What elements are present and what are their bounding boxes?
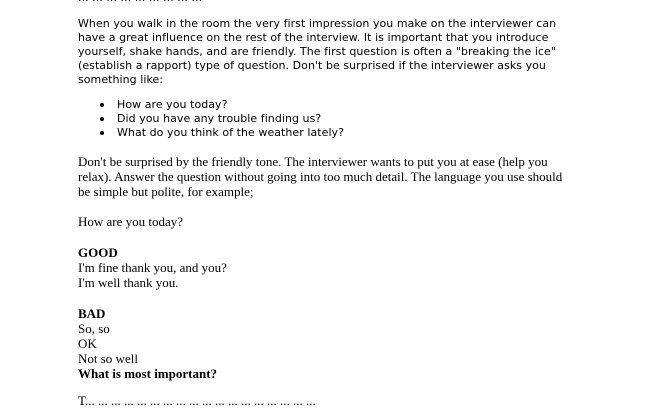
tone-paragraph	[78, 154, 562, 199]
cut-off-top-text	[78, 0, 202, 4]
good-section	[78, 245, 227, 290]
intro-line: have a great influence on the rest of the interview. It is important that you introduce	[78, 31, 549, 44]
cut-off-bottom-line	[78, 393, 316, 408]
list-item	[100, 126, 344, 140]
cut-off-bottom-text: T... ... ... ... ... ... ... ... ... ... ... ... ... ... ... ... ... ...	[78, 393, 316, 408]
list-item	[100, 98, 344, 112]
paragraph-line: relax). Answer the question without going into too much detail. The language you use should	[78, 169, 563, 184]
intro-paragraph	[78, 17, 588, 87]
example-question	[78, 214, 183, 229]
intro-line: When you walk in the room the very first impression you make on the interviewer can	[78, 17, 557, 30]
bullet-icon	[100, 103, 104, 107]
bullet-icon	[100, 131, 104, 135]
good-heading: GOOD	[78, 245, 118, 260]
example-question-text: How are you today?	[78, 214, 184, 229]
intro-line: (establish a rapport) type of question. Don't be surprised if the interviewer asks you	[78, 59, 546, 72]
paragraph-line: Don't be surprised by the friendly tone. The interviewer wants to put you at ease (help you	[78, 154, 548, 169]
bad-answer: OK	[78, 336, 97, 351]
cut-off-top-line	[78, 0, 598, 5]
good-answer: I'm well thank you.	[78, 275, 179, 290]
list-item	[100, 112, 344, 126]
bad-answer: So, so	[78, 321, 110, 336]
bad-section	[78, 306, 217, 381]
list-item-text: Did you have any trouble finding us?	[117, 112, 322, 125]
bullet-icon	[100, 117, 104, 121]
good-answer: I'm fine thank you, and you?	[78, 260, 227, 275]
bad-answer: Not so well	[78, 351, 138, 366]
intro-line: something like:	[78, 73, 164, 86]
list-item-text: What do you think of the weather lately?	[117, 126, 344, 139]
bad-heading: BAD	[78, 306, 106, 321]
section-heading: What is most important?	[78, 366, 218, 381]
paragraph-line: be simple but polite, for example;	[78, 184, 254, 199]
list-item-text: How are you today?	[117, 98, 228, 111]
intro-line: yourself, shake hands, and are friendly. The first question is often a "breaking the ice"	[78, 45, 556, 58]
question-bullet-list	[100, 98, 344, 140]
